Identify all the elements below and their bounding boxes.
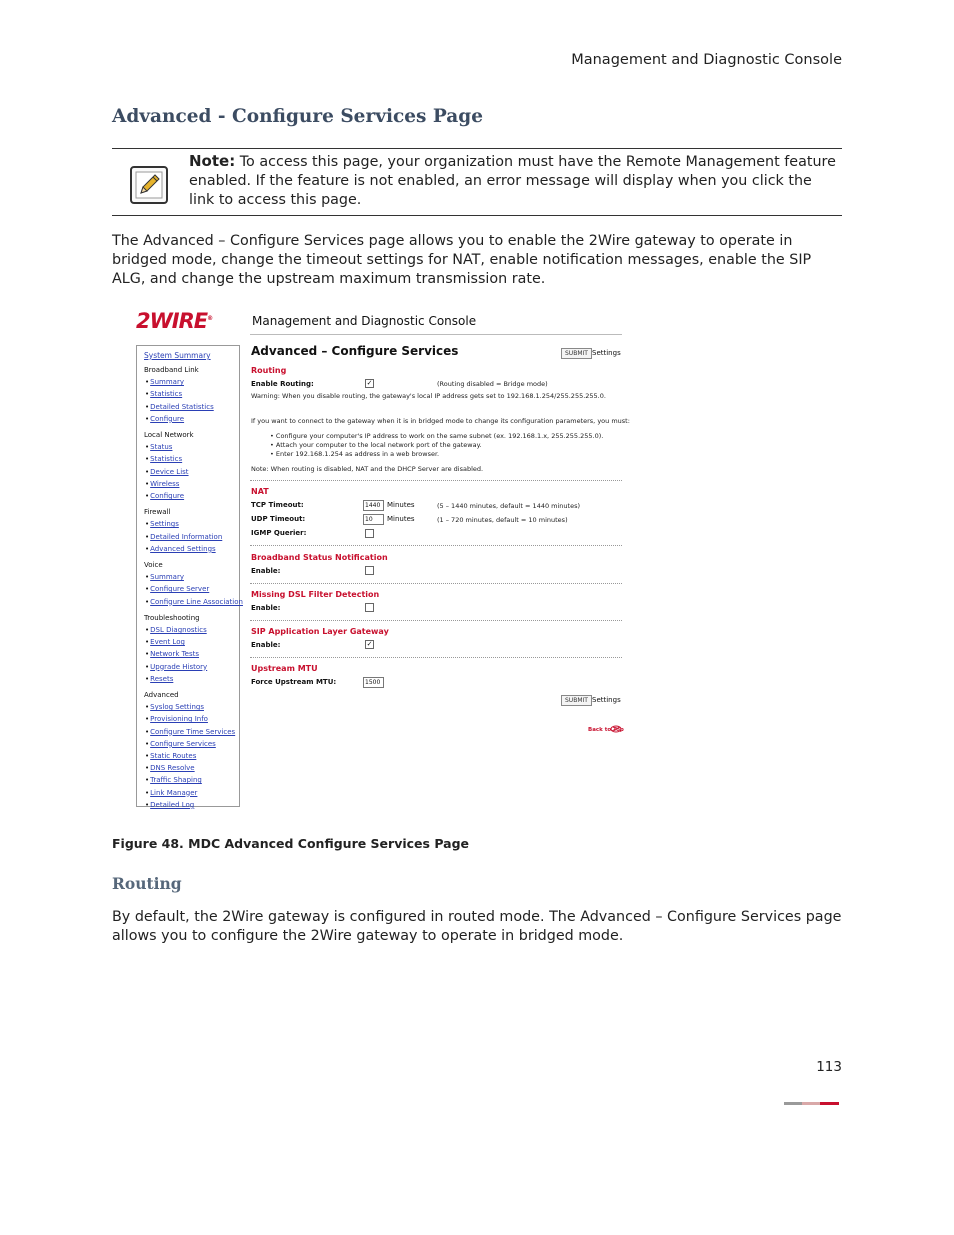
submit-button-bottom[interactable]: SUBMIT xyxy=(561,695,592,706)
2wire-logo: 2WIRE® xyxy=(136,309,213,333)
tcp-unit: Minutes xyxy=(387,501,415,509)
sidebar-item[interactable]: • Configure Server xyxy=(145,585,209,593)
sidebar-item[interactable]: • Detailed Statistics xyxy=(145,403,214,411)
sidebar-item[interactable]: • Status xyxy=(145,443,172,451)
settings-label-top: Settings xyxy=(592,349,621,357)
pencil-note-icon xyxy=(130,166,168,204)
sidebar-item-system-summary[interactable]: System Summary xyxy=(144,351,211,360)
enable-routing-label: Enable Routing: xyxy=(251,380,314,388)
udp-timeout-label: UDP Timeout: xyxy=(251,515,306,523)
sidebar-group-label: Advanced xyxy=(144,691,179,699)
sidebar-item[interactable]: • Resets xyxy=(145,675,173,683)
sidebar-item[interactable]: • Statistics xyxy=(145,390,182,398)
sidebar-item[interactable]: • Configure Services xyxy=(145,740,216,748)
section-divider xyxy=(250,620,622,621)
footer-bar-gray xyxy=(784,1102,802,1105)
bridge-bullet: • Enter 192.168.1.254 as address in a web browser. xyxy=(270,450,440,458)
tcp-timeout-input[interactable]: 1440 xyxy=(363,500,384,511)
sidebar-item[interactable]: • Summary xyxy=(145,573,184,581)
sidebar-item[interactable]: • Wireless xyxy=(145,480,179,488)
submit-button-top[interactable]: SUBMIT xyxy=(561,348,592,359)
sidebar-item[interactable]: • Summary xyxy=(145,378,184,386)
udp-hint: (1 – 720 minutes, default = 10 minutes) xyxy=(437,516,568,524)
note-bottom-rule xyxy=(112,215,842,216)
mdsl-enable-label: Enable: xyxy=(251,604,281,612)
sidebar-group-label: Broadband Link xyxy=(144,366,199,374)
bsn-enable-checkbox[interactable] xyxy=(365,566,374,575)
page-title: Advanced - Configure Services Page xyxy=(112,106,483,127)
sidebar-item[interactable]: • DSL Diagnostics xyxy=(145,626,207,634)
sidebar-group-label: Firewall xyxy=(144,508,171,517)
sidebar-item[interactable]: • Device List xyxy=(145,468,189,476)
sidebar-item[interactable]: • Static Routes xyxy=(145,752,196,760)
mdsl-heading: Missing DSL Filter Detection xyxy=(251,590,380,599)
sidebar-item[interactable]: • Syslog Settings xyxy=(145,703,204,711)
sidebar-item[interactable]: • DNS Resolve xyxy=(145,764,195,772)
sidebar-item[interactable]: • Configure xyxy=(145,492,184,500)
sidebar-item[interactable]: • Configure Time Services xyxy=(145,728,235,736)
sidebar-item[interactable]: • Detailed Log xyxy=(145,801,194,809)
section-divider xyxy=(250,583,622,584)
page-number: 113 xyxy=(816,1059,842,1075)
igmp-querier-label: IGMP Querier: xyxy=(251,529,307,537)
section-divider xyxy=(250,480,622,481)
note-body: To access this page, your organization must have the Remote Management feature enabled. If the feature is not enabled, an error message will display when you click the link to access this page. xyxy=(189,154,836,208)
bridge-intro: If you want to connect to the gateway when it is in bridged mode to change its configuration parameters, you must: xyxy=(251,417,630,425)
sidebar-item[interactable]: • Traffic Shaping xyxy=(145,776,202,784)
sip-enable-checkbox[interactable]: ✓ xyxy=(366,640,373,648)
section-divider xyxy=(250,545,622,546)
udp-unit: Minutes xyxy=(387,515,415,523)
sidebar-item[interactable]: • Link Manager xyxy=(145,789,197,797)
sidebar-group-label: Local Network xyxy=(144,431,194,439)
routing-paragraph: By default, the 2Wire gateway is configured in routed mode. The Advanced – Configure Services page allows you to configure the 2Wire gateway to operate in bridged mode. xyxy=(112,909,842,944)
bsn-enable-label: Enable: xyxy=(251,567,281,575)
mtu-label: Force Upstream MTU: xyxy=(251,678,337,686)
sidebar-item[interactable]: • Statistics xyxy=(145,455,182,463)
running-head: Management and Diagnostic Console xyxy=(571,52,842,68)
bsn-heading: Broadband Status Notification xyxy=(251,553,388,562)
routing-heading: Routing xyxy=(251,366,287,375)
sidebar-item[interactable]: • Configure Line Association xyxy=(145,598,243,606)
nat-heading: NAT xyxy=(251,487,269,496)
settings-label-bottom: Settings xyxy=(592,696,621,704)
section-divider xyxy=(250,657,622,658)
figure-caption: Figure 48. MDC Advanced Configure Services Page xyxy=(112,836,470,851)
mdsl-enable-checkbox[interactable] xyxy=(365,603,374,612)
footer-bar-red xyxy=(820,1102,839,1105)
routing-section-heading: Routing xyxy=(112,874,182,893)
sidebar-group-label: Voice xyxy=(144,561,163,569)
udp-timeout-input[interactable]: 10 xyxy=(363,514,384,525)
content-title: Advanced – Configure Services xyxy=(251,344,459,358)
mtu-heading: Upstream MTU xyxy=(251,664,318,673)
tcp-hint: (5 – 1440 minutes, default = 1440 minutes) xyxy=(437,502,581,510)
intro-paragraph: The Advanced – Configure Services page allows you to enable the 2Wire gateway to operate in bridged mode, change the timeout settings for NAT, enable notification messages, enable the SIP ALG, and change the upstream maximum transmission rate. xyxy=(112,233,812,287)
bridge-bullet: • Attach your computer to the local network port of the gateway. xyxy=(270,441,482,449)
sidebar-item[interactable]: • Configure xyxy=(145,415,184,423)
bridge-bullet: • Configure your computer's IP address to work on the same subnet (ex. 192.168.1.x, 255.255.255.0). xyxy=(270,432,604,440)
sidebar-item[interactable]: • Event Log xyxy=(145,638,185,646)
sidebar-item[interactable]: • Detailed Information xyxy=(145,533,222,541)
sidebar-item[interactable]: • Network Tests xyxy=(145,650,199,658)
enable-routing-checkbox[interactable]: ✓ xyxy=(366,379,373,387)
note-label: Note: xyxy=(189,152,236,170)
sidebar-item[interactable]: • Provisioning Info xyxy=(145,715,208,723)
sidebar-item[interactable]: • Settings xyxy=(145,520,179,528)
igmp-querier-checkbox[interactable] xyxy=(365,529,374,538)
sip-heading: SIP Application Layer Gateway xyxy=(251,627,389,636)
sidebar-item[interactable]: • Advanced Settings xyxy=(145,545,216,553)
mtu-input[interactable]: 1500 xyxy=(363,677,384,688)
mdc-sidebar xyxy=(136,345,243,809)
routing-warning: Warning: When you disable routing, the gateway's local IP address gets set to 192.168.1.254/255.255.255.0. xyxy=(251,392,606,400)
back-to-top-link[interactable]: Back to Top xyxy=(588,727,624,733)
sidebar-item[interactable]: • Upgrade History xyxy=(145,663,207,671)
console-divider xyxy=(250,334,622,335)
routing-hint: (Routing disabled = Bridge mode) xyxy=(437,380,548,388)
note-top-rule xyxy=(112,148,842,149)
sip-enable-label: Enable: xyxy=(251,641,281,649)
bridge-note: Note: When routing is disabled, NAT and the DHCP Server are disabled. xyxy=(251,465,484,473)
sidebar-group-label: Troubleshooting xyxy=(144,613,200,622)
console-title: Management and Diagnostic Console xyxy=(252,314,477,328)
footer-bar-pink xyxy=(802,1102,820,1105)
tcp-timeout-label: TCP Timeout: xyxy=(251,501,304,509)
note-text xyxy=(189,152,839,210)
